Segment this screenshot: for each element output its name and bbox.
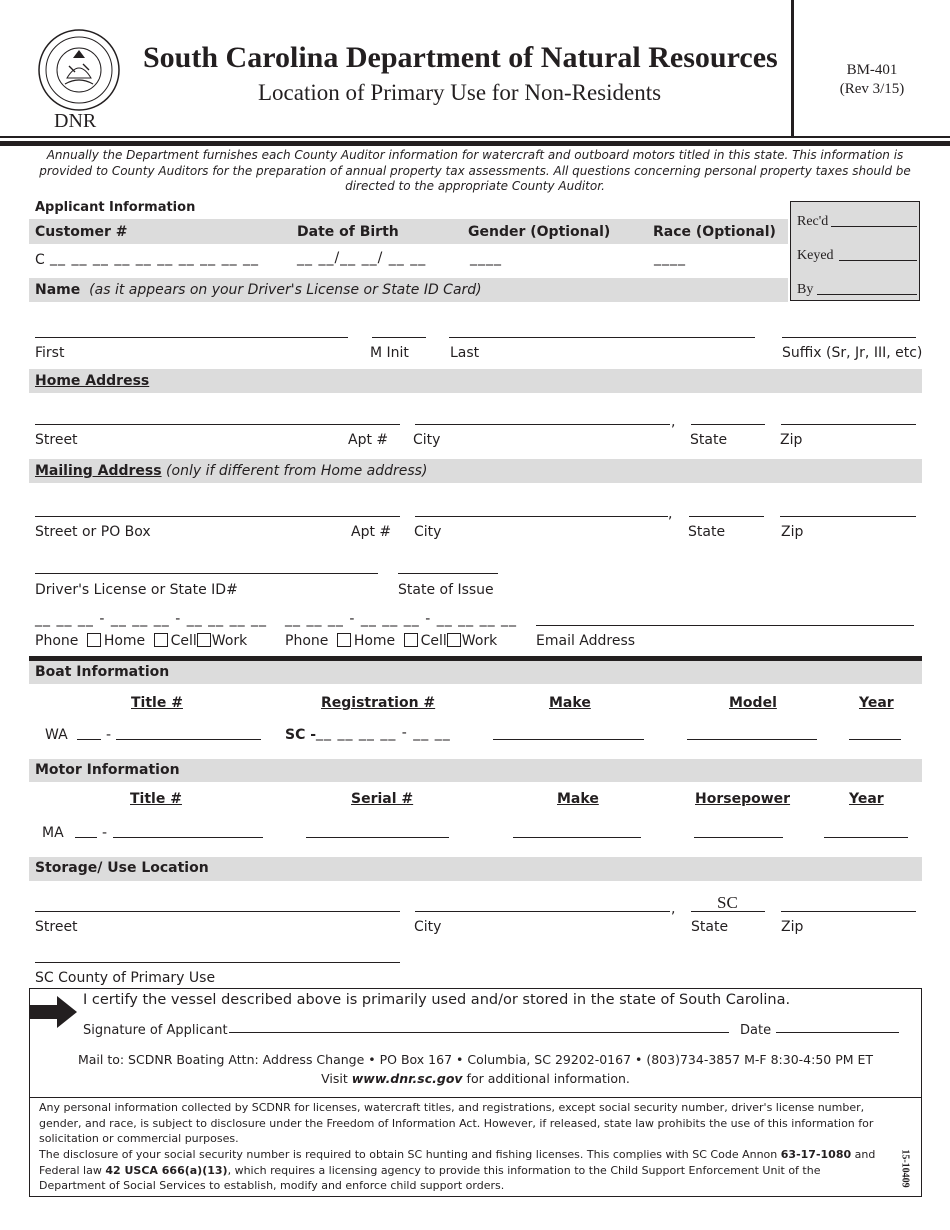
storage-zip-field[interactable]: [781, 911, 916, 912]
motor-title-number-field[interactable]: [113, 837, 263, 838]
dnr-seal: [37, 28, 121, 112]
home-zip-field[interactable]: [781, 424, 916, 425]
suffix-label: Suffix (Sr, Jr, III, etc): [782, 345, 923, 361]
home-street-label: Street: [35, 432, 78, 448]
license-number-field[interactable]: [35, 573, 378, 574]
motor-title-prefix: MA: [42, 825, 64, 841]
license-state-field[interactable]: [398, 573, 498, 574]
mailing-address-note: (only if different from Home address): [166, 463, 428, 479]
motor-title-state-field[interactable]: [75, 837, 97, 838]
applicant-section-heading: Applicant Information: [35, 200, 196, 215]
race-field[interactable]: ____: [654, 250, 686, 266]
federal-law: 42 USCA 666(a)(13): [105, 1163, 228, 1177]
disclosure-p2-a: The disclosure of your social security number is required to obtain SC hunting and fishing licenses. This complies with SC Code Annon: [39, 1148, 781, 1161]
storage-state-value: SC: [717, 893, 738, 912]
boat-year-col: Year: [859, 695, 894, 711]
phone-2-cell-label: Cell: [420, 633, 447, 649]
boat-heading: Boat Information: [35, 664, 170, 680]
phone-1-label: Phone: [35, 633, 79, 649]
phone-1-cell-checkbox[interactable]: [154, 633, 168, 647]
mail-street-label: Street or PO Box: [35, 524, 151, 540]
disclosure-p2: [39, 1147, 889, 1194]
mail-zip-label: Zip: [781, 524, 804, 540]
storage-city-field[interactable]: [415, 911, 670, 912]
mail-to-text: Mail to: SCDNR Boating Attn: Address Change • PO Box 167 • Columbia, SC 29202-0167 • (803)734-3857 M-F 8:30-4:50 PM ET: [77, 1052, 874, 1067]
header-rule-thick: [0, 141, 950, 146]
motor-year-field[interactable]: [824, 837, 908, 838]
phone-2-field[interactable]: __ __ __ - __ __ __ - __ __ __ __: [285, 611, 518, 627]
form-number: BM-401: [846, 62, 898, 78]
boat-registration-prefix: SC -: [285, 727, 317, 743]
home-city-label: City: [413, 432, 441, 448]
middle-initial-field[interactable]: [372, 337, 426, 338]
side-form-code: 15-10409: [899, 1149, 911, 1188]
customer-number-field[interactable]: __ __ __ __ __ __ __ __ __ __: [50, 250, 260, 266]
motor-title-hyphen: -: [102, 825, 108, 841]
mail-state-label: State: [688, 524, 726, 540]
motor-serial-field[interactable]: [306, 837, 449, 838]
county-field[interactable]: [35, 962, 400, 963]
received-label: Rec'd: [797, 214, 829, 229]
dob-field[interactable]: __ __/__ __/ __ __: [297, 250, 427, 266]
email-field[interactable]: [536, 625, 914, 626]
boat-make-field[interactable]: [493, 739, 644, 740]
keyed-label: Keyed: [797, 248, 834, 263]
motor-horsepower-col: Horsepower: [695, 791, 791, 807]
mailing-address-heading: Mailing Address: [35, 463, 162, 479]
first-name-field[interactable]: [35, 337, 348, 338]
boat-title-number-field[interactable]: [116, 739, 261, 740]
boat-registration-col: Registration #: [321, 695, 436, 711]
phone-1-home-checkbox[interactable]: [87, 633, 101, 647]
office-use-box: [790, 201, 920, 301]
phone-2-work-label: Work: [461, 633, 498, 649]
by-label: By: [797, 282, 814, 297]
signature-label: Signature of Applicant: [83, 1023, 228, 1038]
home-street-field[interactable]: [35, 424, 400, 425]
boat-title-state-field[interactable]: [77, 739, 101, 740]
phone-2-home-label: Home: [353, 633, 396, 649]
mail-zip-field[interactable]: [780, 516, 916, 517]
storage-heading: Storage/ Use Location: [35, 860, 209, 876]
motor-make-col: Make: [557, 791, 599, 807]
license-id-label: Driver's License or State ID#: [35, 582, 238, 598]
visit-post: for additional information.: [462, 1071, 630, 1086]
customer-number-label: Customer #: [35, 224, 128, 240]
phone-2-work-checkbox[interactable]: [447, 633, 461, 647]
visit-line: [29, 1071, 922, 1086]
dob-label: Date of Birth: [297, 224, 399, 240]
by-line[interactable]: [817, 294, 917, 295]
intro-text: Annually the Department furnishes each County Auditor information for watercraft and outboard motors titled in this state. This information is provided to County Auditors for the preparation of annual property tax assessments. All questions concerning personal property taxes should be directed to the appropriate County Auditor.: [39, 148, 911, 193]
mail-street-field[interactable]: [35, 516, 400, 517]
date-label: Date: [740, 1023, 772, 1038]
home-city-field[interactable]: [415, 424, 670, 425]
boat-year-field[interactable]: [849, 739, 901, 740]
home-address-heading: Home Address: [35, 373, 150, 389]
name-label-row: [35, 282, 482, 298]
name-label: Name: [35, 282, 81, 298]
date-field[interactable]: [776, 1032, 899, 1033]
email-label: Email Address: [536, 633, 636, 649]
keyed-line[interactable]: [839, 260, 917, 261]
mail-city-label: City: [414, 524, 442, 540]
last-name-field[interactable]: [449, 337, 755, 338]
motor-year-col: Year: [849, 791, 884, 807]
phone-1-home-label: Home: [103, 633, 146, 649]
gender-field[interactable]: ____: [470, 250, 502, 266]
boat-make-col: Make: [549, 695, 591, 711]
mail-apt-label: Apt #: [351, 524, 392, 540]
website-link[interactable]: www.dnr.sc.gov: [351, 1071, 463, 1086]
county-label: SC County of Primary Use: [35, 970, 216, 986]
suffix-field[interactable]: [782, 337, 916, 338]
arrow-icon: [29, 996, 77, 1028]
boat-title-prefix: WA: [45, 727, 68, 743]
mail-city-field[interactable]: [415, 516, 668, 517]
boat-title-hyphen: -: [106, 727, 112, 743]
motor-serial-col: Serial #: [351, 791, 414, 807]
storage-city-label: City: [414, 919, 442, 935]
disclosure-p1: Any personal information collected by SCDNR for licenses, watercraft titles, and registrations, except social security number, driver's license number, gender, and race, is subject to disclosure under the Freedom of Information Act. However, if released, state law prohibits the use of this information for solicitation or commercial purposes.: [39, 1101, 874, 1145]
signature-field[interactable]: [229, 1032, 729, 1033]
received-line[interactable]: [831, 226, 917, 227]
disclosure-p2-c: , which requires a licensing agency to provide this information to the Child Support Enforcement Unit of the Department of Social Services to establish, modify and enforce child support orders.: [39, 1163, 821, 1192]
middle-initial-label: M Init: [370, 345, 409, 361]
storage-zip-label: Zip: [781, 919, 804, 935]
phone-1-work-label: Work: [211, 633, 248, 649]
home-address-band: [29, 369, 922, 393]
motor-horsepower-field[interactable]: [694, 837, 783, 838]
header-rule-thin: [0, 136, 950, 138]
disclosure-p2-b: and Federal law: [39, 1148, 876, 1177]
phone-2-label: Phone: [285, 633, 329, 649]
name-note: (as it appears on your Driver's License or State ID Card): [89, 282, 482, 298]
phone-2-home-checkbox[interactable]: [337, 633, 351, 647]
form-subtitle: Location of Primary Use for Non-Residents: [258, 80, 662, 105]
storage-city-comma: ,: [671, 901, 676, 917]
motor-title-col: Title #: [130, 791, 182, 807]
gender-label: Gender (Optional): [468, 224, 611, 240]
boat-registration-field[interactable]: __ __ __ __ - __ __: [316, 725, 451, 741]
sc-code: 63-17-1080: [780, 1148, 852, 1161]
certify-statement: I certify the vessel described above is primarily used and/or stored in the state of South Carolina.: [83, 992, 791, 1008]
motor-heading: Motor Information: [35, 762, 180, 778]
storage-state-field[interactable]: [691, 911, 765, 912]
first-label: First: [35, 345, 65, 361]
mail-state-field[interactable]: [689, 516, 764, 517]
home-state-field[interactable]: [691, 424, 765, 425]
boat-title-col: Title #: [131, 695, 183, 711]
phone-1-work-checkbox[interactable]: [197, 633, 211, 647]
license-state-label: State of Issue: [398, 582, 494, 598]
phone-2-type-row: [285, 633, 497, 649]
boat-model-field[interactable]: [687, 739, 817, 740]
mail-city-comma: ,: [668, 506, 673, 522]
storage-state-label: State: [691, 919, 729, 935]
phone-1-field[interactable]: __ __ __ - __ __ __ - __ __ __ __: [35, 611, 268, 627]
mailing-heading-row: [35, 463, 427, 479]
motor-make-field[interactable]: [513, 837, 641, 838]
phone-1-cell-label: Cell: [170, 633, 197, 649]
form-revision: (Rev 3/15): [839, 81, 905, 97]
dnr-logo-text: DNR: [54, 110, 97, 132]
home-apt-label: Apt #: [348, 432, 389, 448]
visit-pre: Visit: [321, 1071, 352, 1086]
storage-street-label: Street: [35, 919, 78, 935]
home-city-comma: ,: [671, 414, 676, 430]
last-label: Last: [450, 345, 480, 361]
agency-title: South Carolina Department of Natural Resources: [143, 41, 778, 74]
storage-street-field[interactable]: [35, 911, 400, 912]
phone-1-type-row: [35, 633, 247, 649]
home-state-label: State: [690, 432, 728, 448]
race-label: Race (Optional): [653, 224, 776, 240]
boat-model-col: Model: [729, 695, 777, 711]
home-zip-label: Zip: [780, 432, 803, 448]
customer-prefix: C: [35, 252, 45, 268]
phone-2-cell-checkbox[interactable]: [404, 633, 418, 647]
